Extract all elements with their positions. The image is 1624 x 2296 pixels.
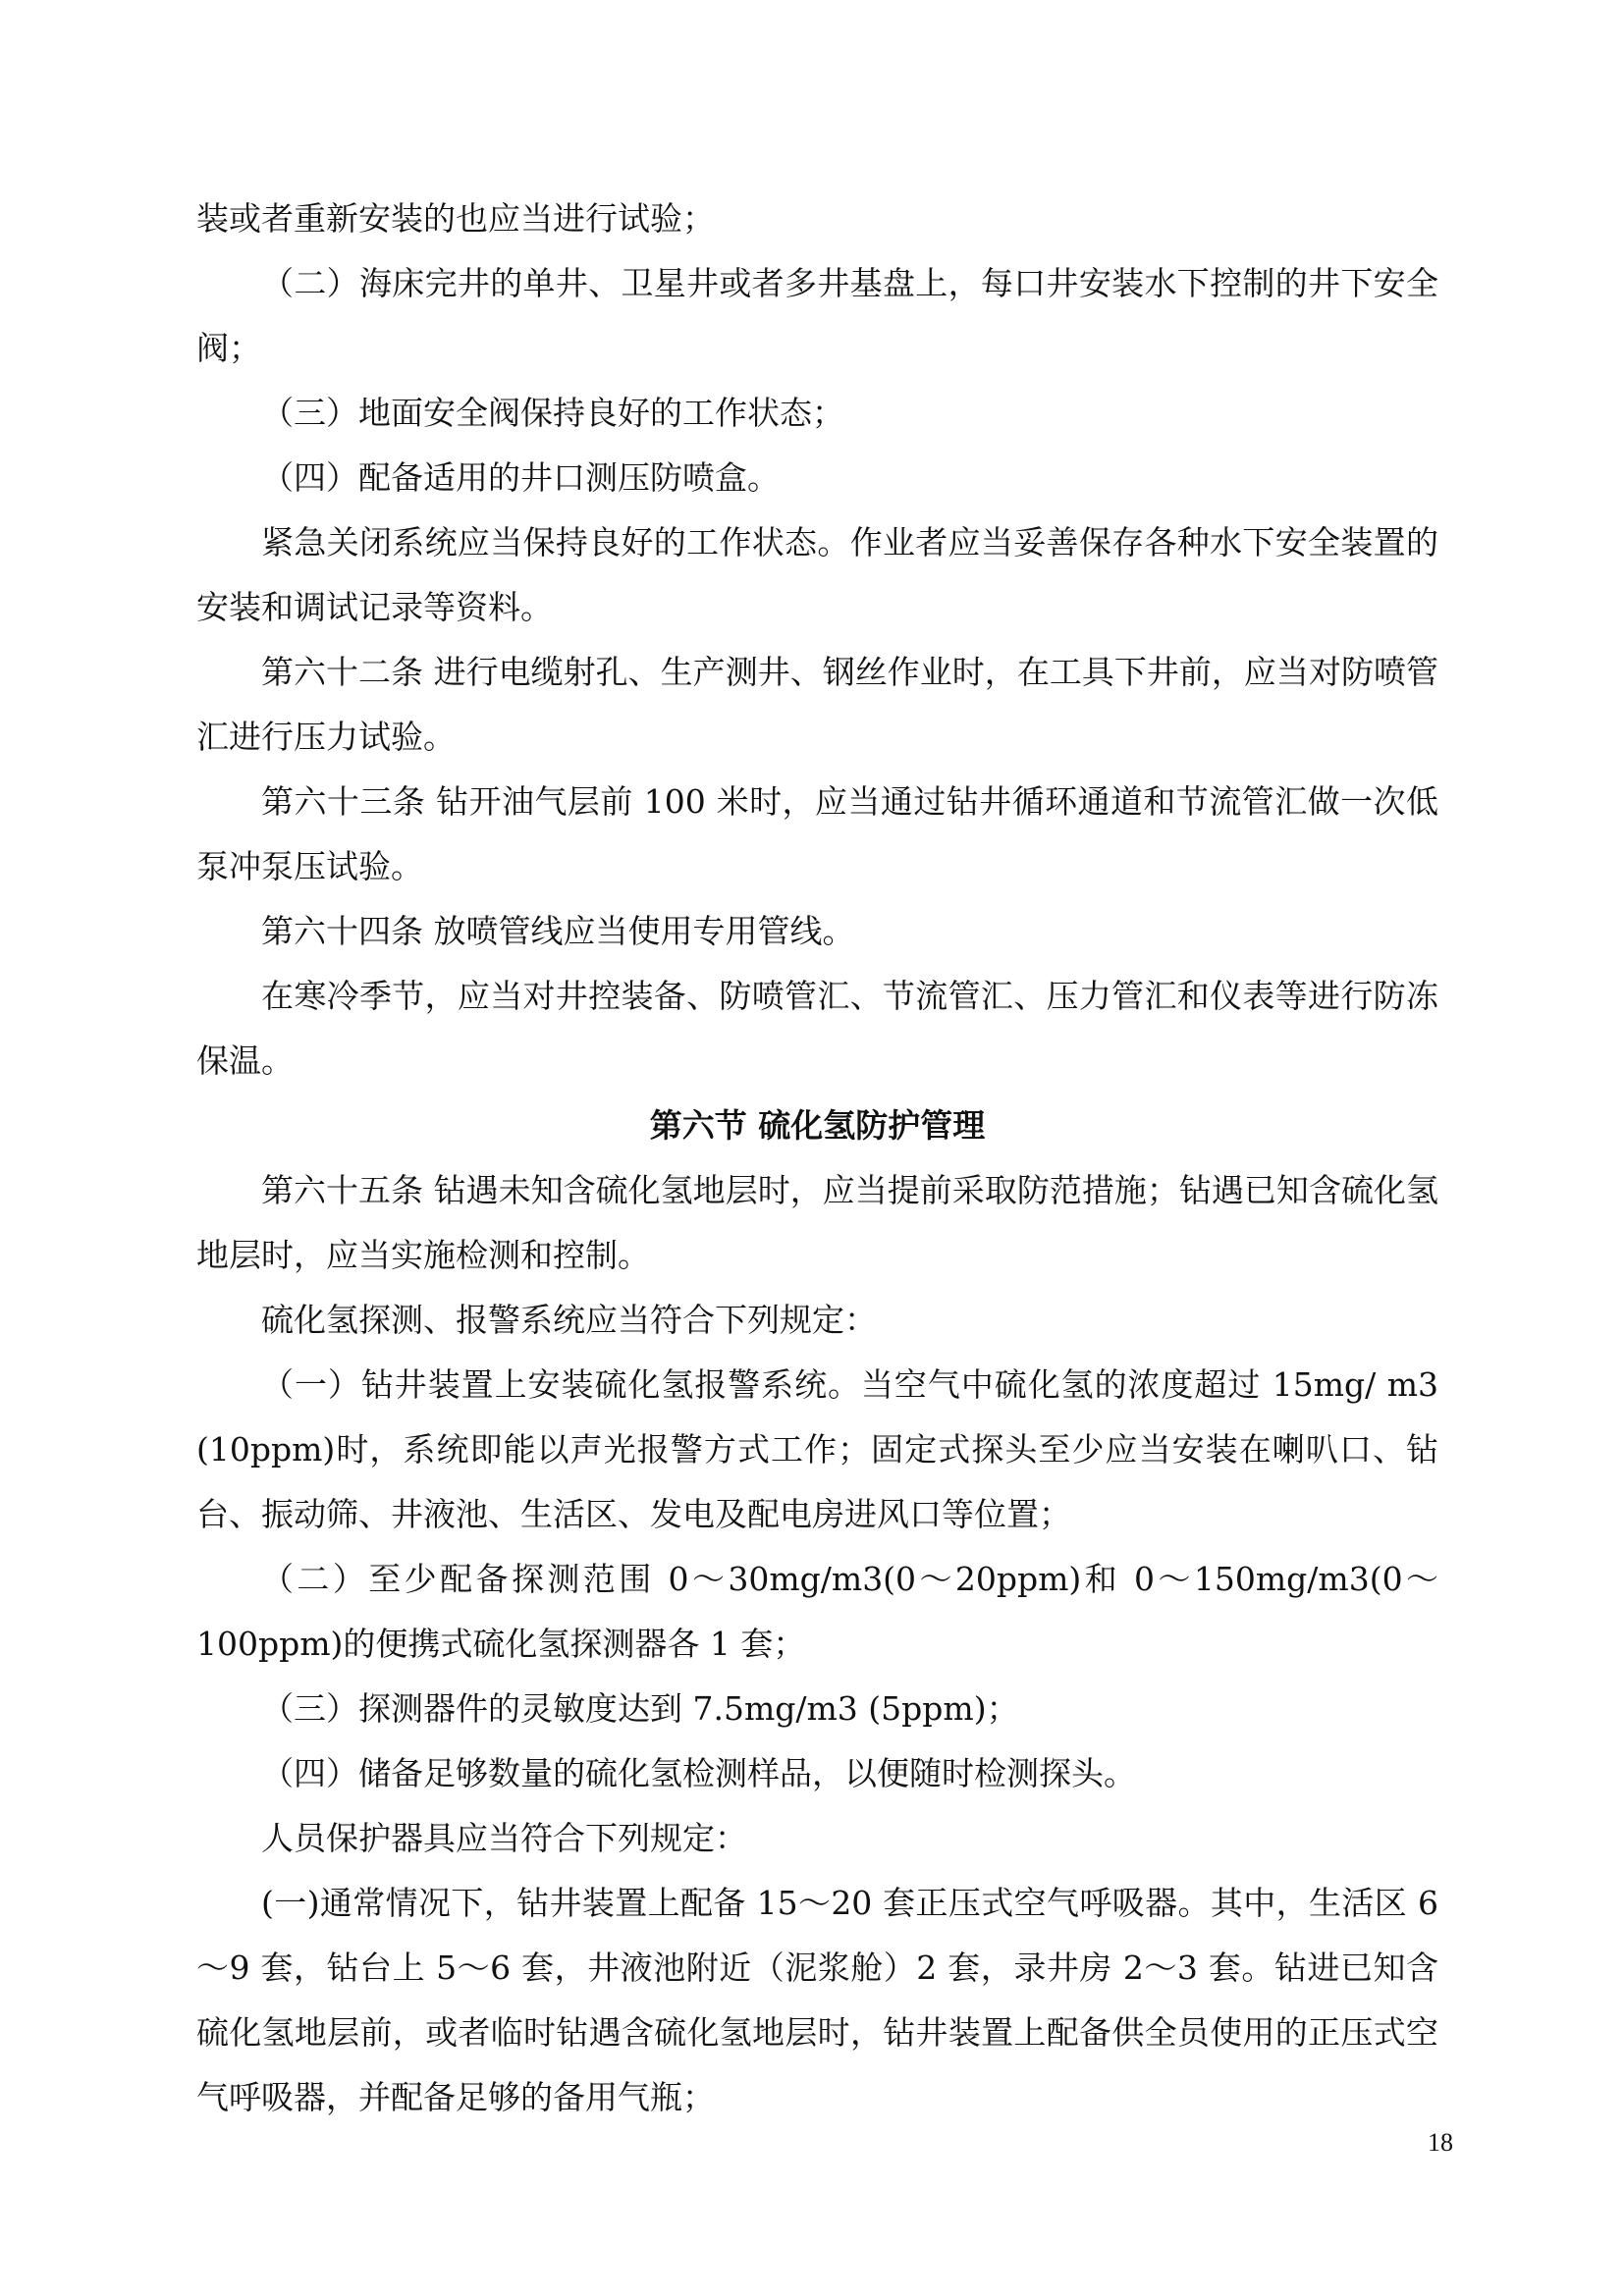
paragraph: 在寒冷季节，应当对井控装备、防喷管汇、节流管汇、压力管汇和仪表等进行防冻保温。 (196, 977, 1438, 1080)
list-item: (一)通常情况下，钻井装置上配备 15～20 套正压式空气呼吸器。其中，生活区 6～9 套，钻台上 5～6 套，井液池附近（泥浆舱）2 套，录井房 2～3 套。钻进已知含硫化氢地层前，或者临时钻遇含硫化氢地层时，钻井装置上配备供全员使用的正压式空气呼吸器，并配备足够的备用气瓶； (196, 1884, 1438, 2116)
paragraph: （四）配备适用的井口测压防喷盒。 (261, 458, 780, 497)
paragraph: 装或者重新安装的也应当进行试验； (196, 199, 715, 238)
article-65: 第六十五条 钻遇未知含硫化氢地层时，应当提前采取防范措施；钻遇已知含硫化氢地层时，应当实施检测和控制。 (196, 1171, 1438, 1274)
list-item: （一）钻井装置上安装硫化氢报警系统。当空气中硫化氢的浓度超过 15mg/ m3 (10ppm)时，系统即能以声光报警方式工作；固定式探头至少应当安装在喇叭口、钻台、振动筛、井液池、生活区、发电及配电房进风口等位置； (196, 1365, 1438, 1533)
article-64: 第六十四条 放喷管线应当使用专用管线。 (261, 912, 855, 950)
list-item: （二）至少配备探测范围 0～30mg/m3(0～20ppm)和 0～150mg/m3(0～100ppm)的便携式硫化氢探测器各 1 套； (196, 1560, 1438, 1663)
paragraph: （二）海床完井的单井、卫星井或者多井基盘上，每口井安装水下控制的井下安全阀； (196, 264, 1438, 367)
paragraph: 人员保护器具应当符合下列规定： (261, 1819, 747, 1857)
document-body (196, 187, 1438, 2130)
list-item: （四）储备足够数量的硫化氢检测样品，以便随时检测探头。 (261, 1754, 1136, 1792)
paragraph: 紧急关闭系统应当保持良好的工作状态。作业者应当妥善保存各种水下安全装置的安装和调试记录等资料。 (196, 523, 1438, 626)
article-62: 第六十二条 进行电缆射孔、生产测井、钢丝作业时，在工具下井前，应当对防喷管汇进行压力试验。 (196, 653, 1438, 756)
paragraph: 硫化氢探测、报警系统应当符合下列规定： (261, 1301, 877, 1339)
article-63: 第六十三条 钻开油气层前 100 米时，应当通过钻井循环通道和节流管汇做一次低泵冲泵压试验。 (196, 782, 1438, 885)
list-item: （三）探测器件的灵敏度达到 7.5mg/m3 (5ppm)； (261, 1689, 1019, 1728)
paragraph: （三）地面安全阀保持良好的工作状态； (261, 394, 844, 432)
page-number: 18 (1428, 2128, 1453, 2157)
section-heading: 第六节 硫化氢防护管理 (649, 1106, 986, 1145)
